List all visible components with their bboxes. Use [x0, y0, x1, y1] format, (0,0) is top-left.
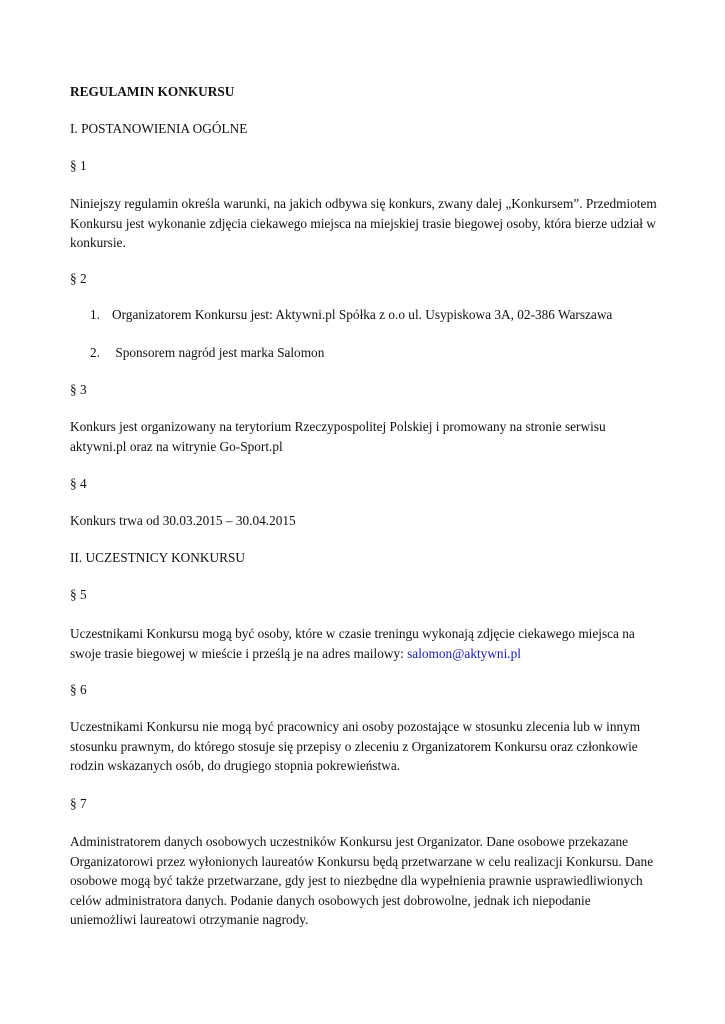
paragraph-4-text: Konkurs trwa od 30.03.2015 – 30.04.2015: [70, 513, 296, 528]
list-item-number: 2.: [90, 345, 100, 360]
list-item-text: Sponsorem nagród jest marka Salomon: [112, 345, 325, 360]
list-item: [90, 343, 660, 363]
section-heading-participants: II. UCZESTNICY KONKURSU: [70, 550, 245, 565]
list-item-text: Organizatorem Konkursu jest: Aktywni.pl Spółka z o.o ul. Usypiskowa 3A, 02-386 Warszawa: [112, 307, 613, 322]
section-heading-general: I. POSTANOWIENIA OGÓLNE: [70, 121, 248, 136]
paragraph-mark-3: § 3: [70, 382, 87, 397]
paragraph-mark-2: § 2: [70, 271, 87, 286]
paragraph-mark-1: § 1: [70, 158, 87, 173]
list-item-number: 1.: [90, 307, 100, 322]
paragraph-mark-6: § 6: [70, 682, 87, 697]
paragraph-7-text: Administratorem danych osobowych uczestników Konkursu jest Organizator. Dane osobowe przekazane Organizatorowi przez wyłonionych laureatów Konkursu będą przetwarzane w celu realizacji Konkursu. Dane osobowe mogą być także przetwarzane, gdy jest to niezbędne dla wypełnienia prawnie usprawiedliwionych celów administratora danych. Podanie danych osobowych jest dobrowolne, jednak ich niepodanie uniemożliwi laureatowi otrzymanie nagrody.: [70, 834, 654, 927]
paragraph-6-text: Uczestnikami Konkursu nie mogą być pracownicy ani osoby pozostające w stosunku zlecenia lub w innym stosunku prawnym, do którego stosuje się przepisy o zleceniu z Organizatorem Konkursu oraz członkowie rodzin wskazanych osób, do drugiego stopnia pokrewieństwa.: [70, 719, 641, 773]
list-item: [90, 305, 660, 325]
paragraph-3-text: Konkurs jest organizowany na terytorium Rzeczypospolitej Polskiej i promowany na stronie serwisu aktywni.pl oraz na witrynie Go-Sport.pl: [70, 419, 606, 454]
paragraph-mark-5: § 5: [70, 587, 87, 602]
paragraph-mark-7: § 7: [70, 796, 87, 811]
paragraph-mark-4: § 4: [70, 476, 87, 491]
paragraph-5-body: Uczestnikami Konkursu mogą być osoby, które w czasie treningu wykonają zdjęcie ciekawego miejsca na swoje trasie biegowej w mieście i prześlą je na adres mailowy:: [70, 626, 635, 661]
paragraph-1-text: Niniejszy regulamin określa warunki, na jakich odbywa się konkurs, zwany dalej „Konkursem”. Przedmiotem Konkursu jest wykonanie zdjęcia ciekawego miejsca na miejskiej trasie biegowej osoby, która bierze udział w konkursie.: [70, 196, 657, 250]
paragraph-5-text: [70, 624, 660, 663]
email-link[interactable]: salomon@aktywni.pl: [407, 645, 521, 661]
document-title: REGULAMIN KONKURSU: [70, 84, 235, 99]
